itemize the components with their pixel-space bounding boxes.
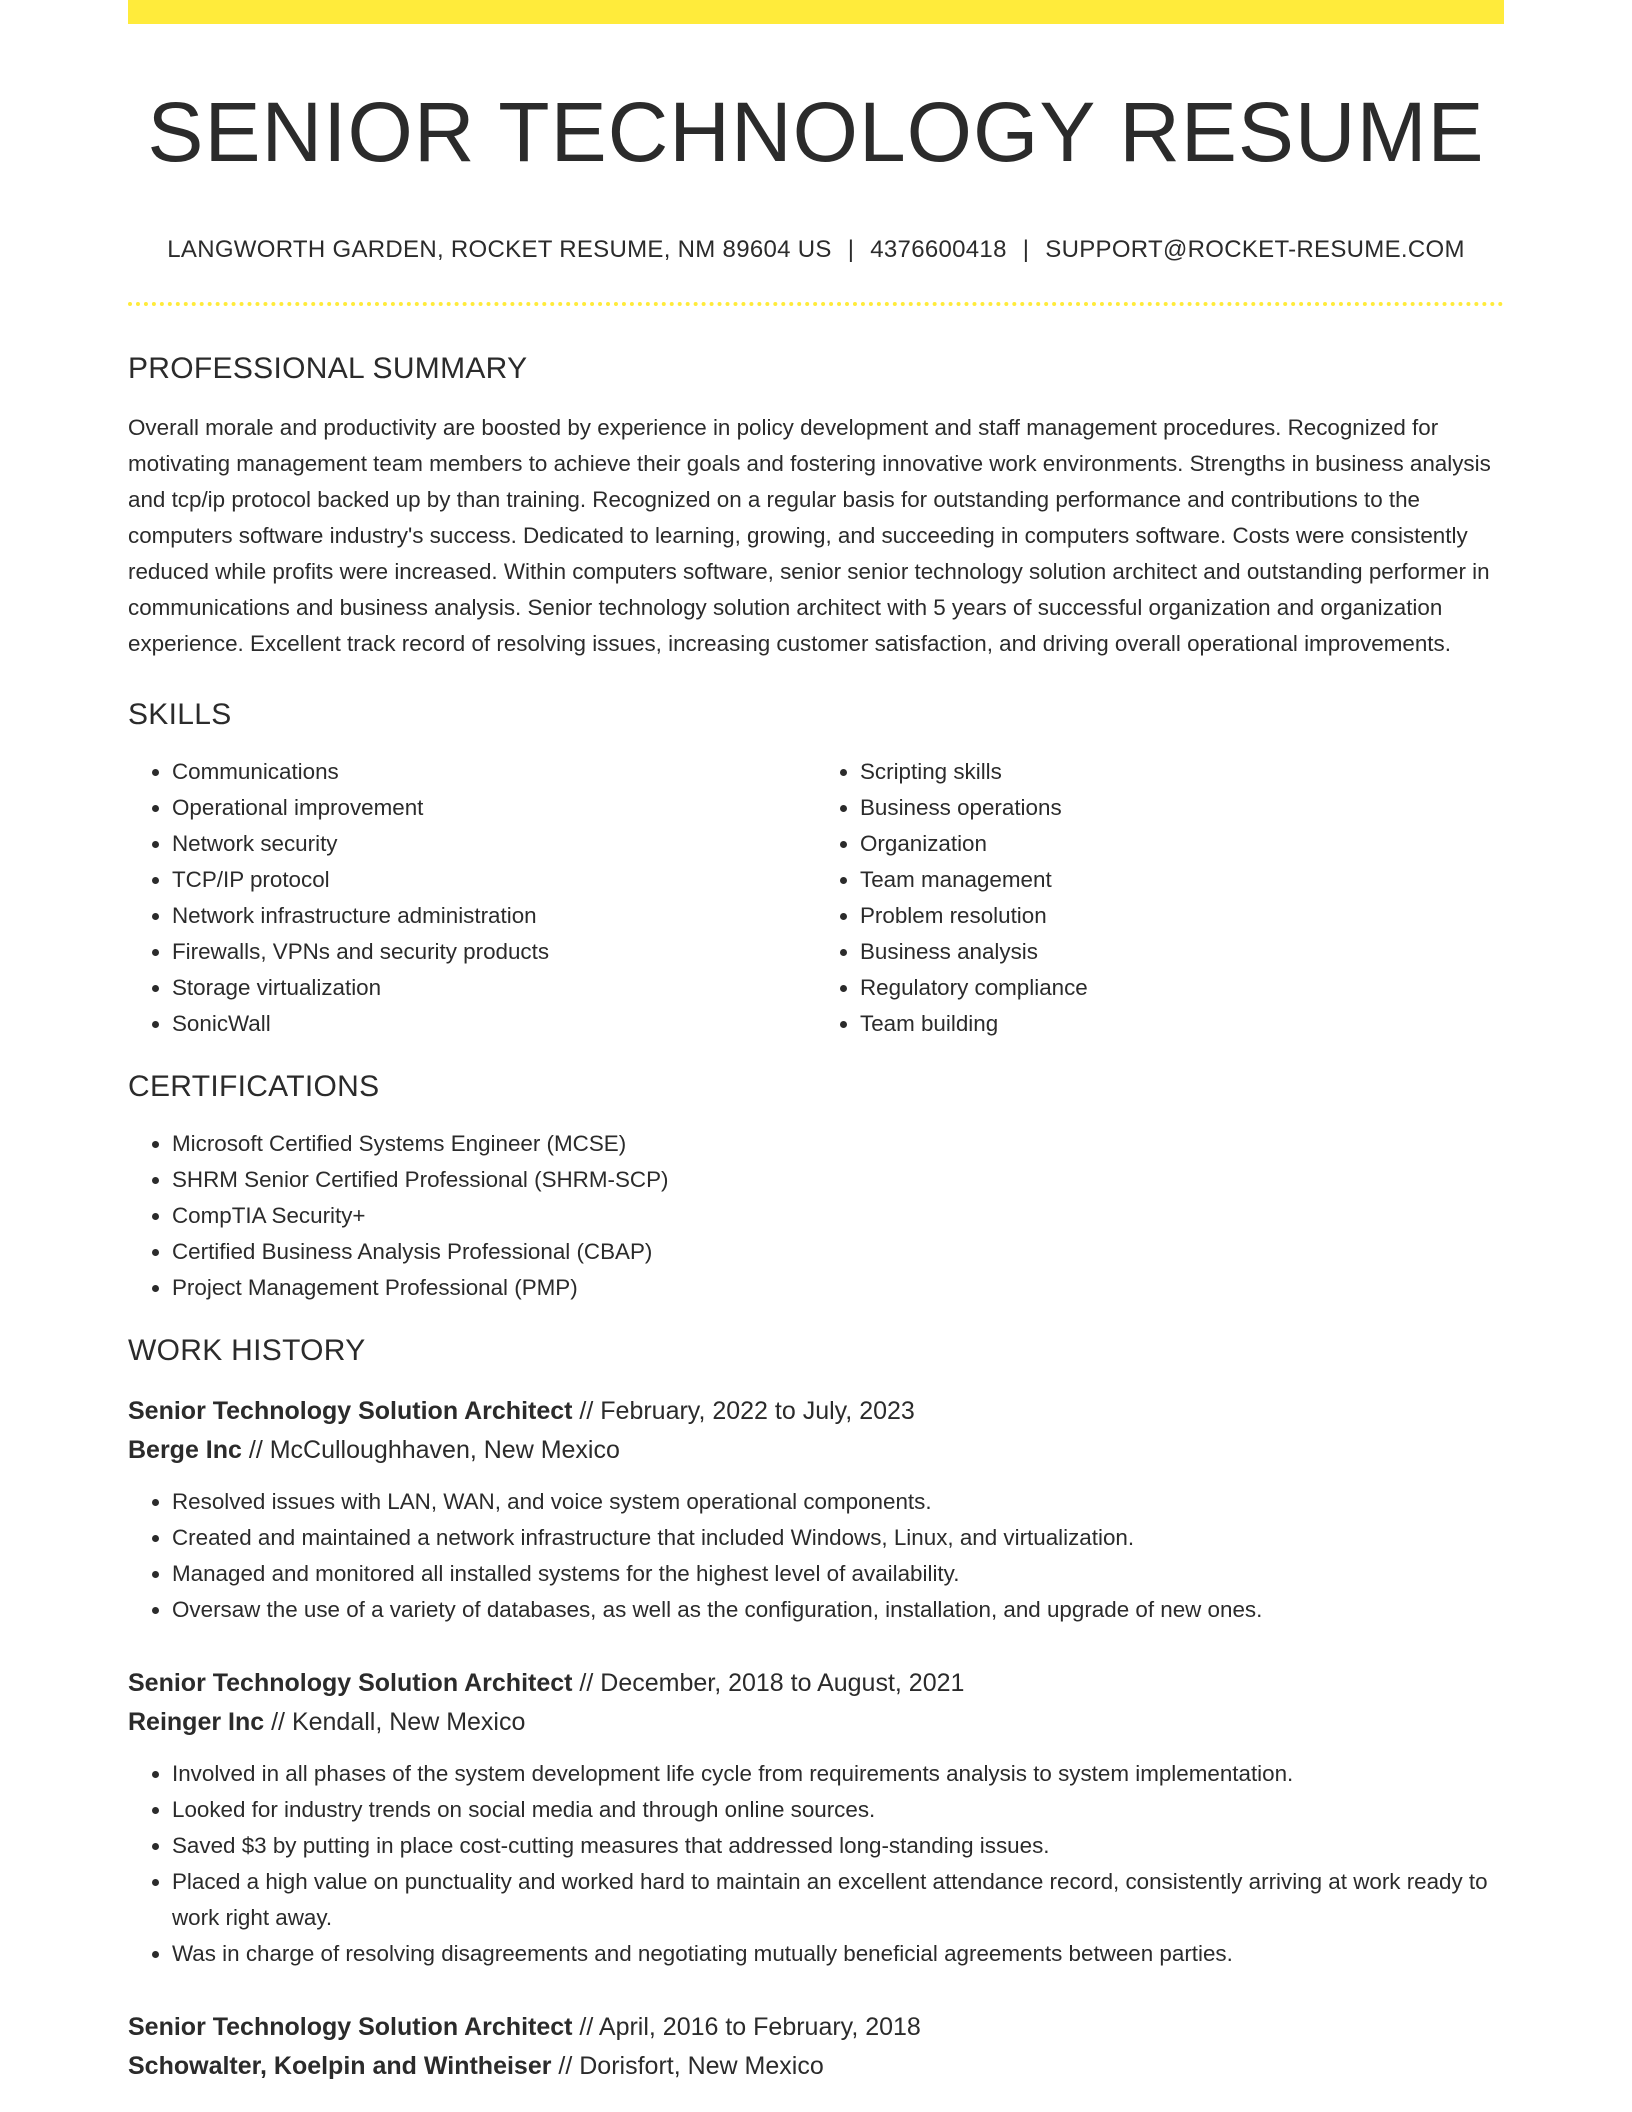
job-location: // Dorisfort, New Mexico (551, 2052, 824, 2081)
contact-address: LANGWORTH GARDEN, ROCKET RESUME, NM 89604 US (167, 236, 832, 264)
certification-item: • Microsoft Certified Systems Engineer (MCSE) (172, 1126, 1504, 1162)
certification-item: • CompTIA Security+ (172, 1198, 1504, 1234)
job-role: Senior Technology Solution Architect (128, 2013, 573, 2042)
job-dates: // April, 2016 to February, 2018 (572, 2013, 921, 2042)
job-bullet: • Placed a high value on punctuality and worked hard to maintain an excellent attendance record, consistently arriving at work ready to work right away. (172, 1864, 1504, 1936)
job-company: Berge Inc (128, 1436, 242, 1465)
job-bullet: • Resolved issues with LAN, WAN, and voice system operational components. (172, 1484, 1504, 1520)
skill-item: • Firewalls, VPNs and security products (172, 934, 816, 970)
contact-email[interactable]: SUPPORT@ROCKET-RESUME.COM (1045, 236, 1465, 264)
job-company-line (128, 2047, 1504, 2086)
work-history-heading: WORK HISTORY (128, 1334, 366, 1368)
skill-item: • Team management (860, 862, 1504, 898)
summary-heading: PROFESSIONAL SUMMARY (128, 352, 528, 386)
job-role: Senior Technology Solution Architect (128, 1669, 573, 1698)
job-title-line (128, 1392, 1504, 1431)
skills-list (128, 754, 1504, 1042)
skills-column-right (816, 754, 1504, 1042)
job-bullet: • Created and maintained a network infrastructure that included Windows, Linux, and virtualization. (172, 1520, 1504, 1556)
skill-item: • Organization (860, 826, 1504, 862)
job-bullet: • Was in charge of resolving disagreements and negotiating mutually beneficial agreements between parties. (172, 1936, 1504, 1972)
job-title-line (128, 2008, 1504, 2047)
skill-item: • Operational improvement (172, 790, 816, 826)
certification-item: • Project Management Professional (PMP) (172, 1270, 1504, 1306)
job-company-line (128, 1703, 1504, 1742)
contact-separator: | (847, 236, 855, 264)
job-bullet: • Looked for industry trends on social media and through online sources. (172, 1792, 1504, 1828)
job-dates: // February, 2022 to July, 2023 (572, 1397, 915, 1426)
contact-phone: 4376600418 (870, 236, 1007, 264)
skill-item: • Team building (860, 1006, 1504, 1042)
job-dates: // December, 2018 to August, 2021 (572, 1669, 965, 1698)
resume-title: SENIOR TECHNOLOGY RESUME (147, 85, 1485, 179)
skill-item: • Regulatory compliance (860, 970, 1504, 1006)
skills-heading: SKILLS (128, 698, 232, 732)
job-entry (128, 2008, 1504, 2086)
certification-item: • Certified Business Analysis Professional (CBAP) (172, 1234, 1504, 1270)
skill-item: • Network security (172, 826, 816, 862)
job-entry (128, 1664, 1504, 1972)
job-company: Schowalter, Koelpin and Wintheiser (128, 2052, 552, 2081)
job-entry (128, 1392, 1504, 1628)
certifications-heading: CERTIFICATIONS (128, 1070, 380, 1104)
job-role: Senior Technology Solution Architect (128, 1397, 573, 1426)
skill-item: • TCP/IP protocol (172, 862, 816, 898)
skill-item: • SonicWall (172, 1006, 816, 1042)
dotted-divider (128, 302, 1504, 306)
skill-item: • Business analysis (860, 934, 1504, 970)
skill-item: • Problem resolution (860, 898, 1504, 934)
job-bullet: • Saved $3 by putting in place cost-cutting measures that addressed long-standing issues. (172, 1828, 1504, 1864)
skill-item: • Communications (172, 754, 816, 790)
skill-item: • Storage virtualization (172, 970, 816, 1006)
job-company: Reinger Inc (128, 1708, 265, 1737)
certification-item: • SHRM Senior Certified Professional (SHRM-SCP) (172, 1162, 1504, 1198)
job-bullet: • Oversaw the use of a variety of databases, as well as the configuration, installation, and upgrade of new ones. (172, 1592, 1504, 1628)
skills-column-left (128, 754, 816, 1042)
job-location: // Kendall, New Mexico (264, 1708, 526, 1737)
skill-item: • Network infrastructure administration (172, 898, 816, 934)
job-bullet: • Involved in all phases of the system development life cycle from requirements analysis to system implementation. (172, 1756, 1504, 1792)
certifications-list (128, 1126, 1504, 1306)
job-title-line (128, 1664, 1504, 1703)
skill-item: • Business operations (860, 790, 1504, 826)
job-location: // McCulloughhaven, New Mexico (241, 1436, 620, 1465)
job-bullet: • Managed and monitored all installed systems for the highest level of availability. (172, 1556, 1504, 1592)
resume-page (128, 0, 1504, 2086)
job-company-line (128, 1431, 1504, 1470)
accent-bar (128, 0, 1504, 24)
skill-item: • Scripting skills (860, 754, 1504, 790)
contact-separator: | (1022, 236, 1030, 264)
summary-text: Overall morale and productivity are boosted by experience in policy development and staff management procedures. Recognized for motivating management team members to achieve their goals and fostering innovative work environments. Strengths in business analysis and tcp/ip protocol backed up by than training. Recognized on a regular basis for outstanding performance and contributions to the computers software industry's success. Dedicated to learning, growing, and succeeding in computers software. Costs were consistently reduced while profits were increased. Within computers software, senior senior technology solution architect and outstanding performer in communications and business analysis. Senior technology solution architect with 5 years of successful organization and organization experience. Excellent track record of resolving issues, increasing customer satisfaction, and driving overall operational improvements. (128, 415, 1491, 657)
contact-line (128, 236, 1504, 264)
